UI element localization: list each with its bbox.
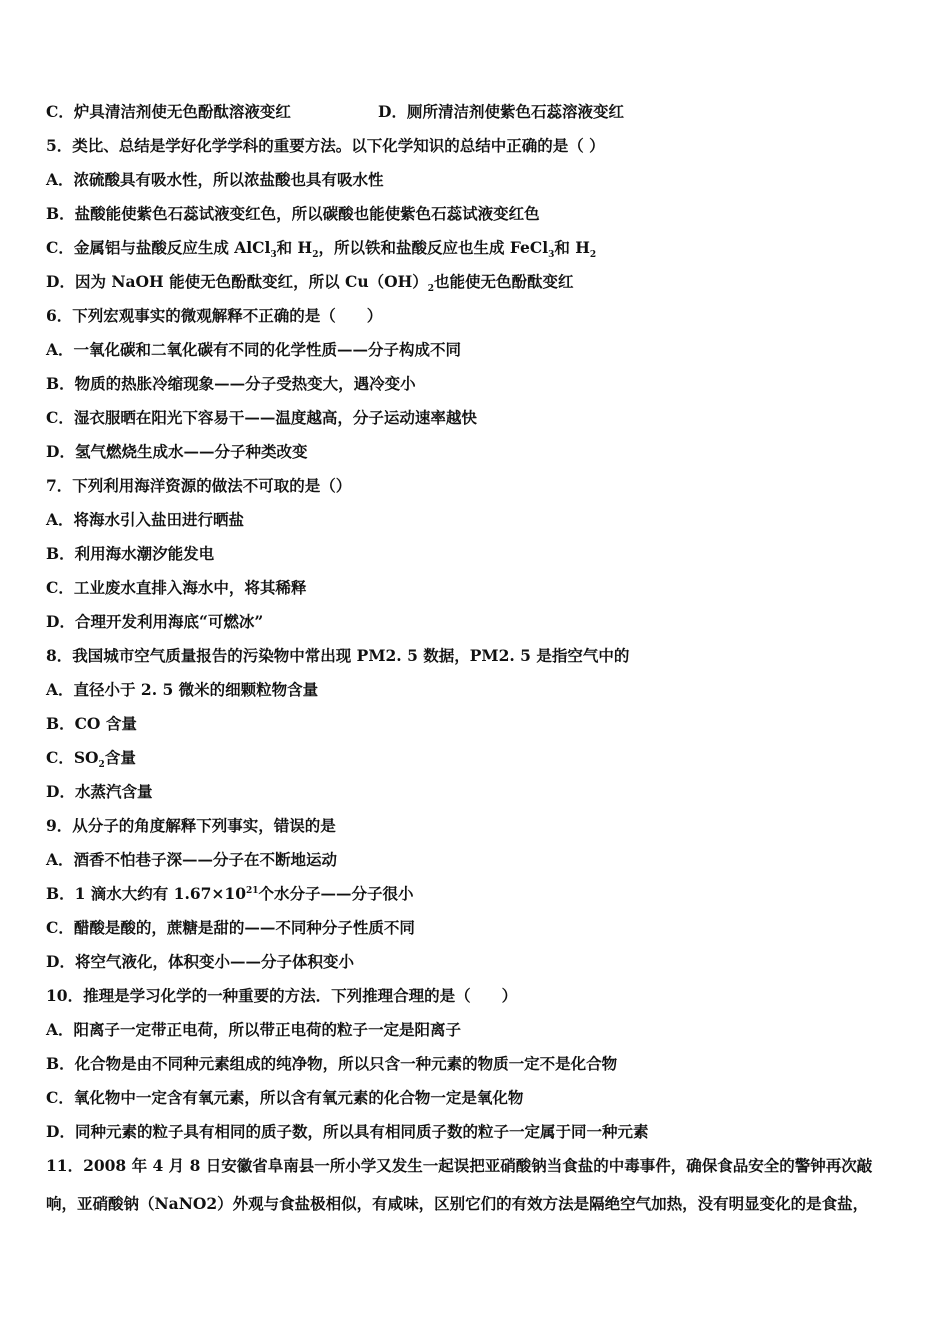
- option-c: C．炉具清洁剂使无色酚酞溶液变红: [46, 102, 291, 121]
- question-5-option-b: B．盐酸能使紫色石蕊试液变红色，所以碳酸也能使紫色石蕊试液变红色: [46, 204, 540, 223]
- text-part: B．1 滴水大约有 1.67×10: [46, 884, 246, 903]
- text-part: 和 H: [276, 238, 313, 257]
- question-6: 6．下列宏观事实的微观解释不正确的是（ ）: [46, 306, 383, 325]
- subscript: 3: [270, 250, 277, 261]
- question-11-line-2: 响，亚硝酸钠（NaNO2）外观与食盐极相似，有咸味，区别它们的有效方法是隔绝空气加热，没有明显变化的是食盐，: [46, 1194, 869, 1213]
- subscript: 3: [548, 250, 555, 261]
- subscript: 2: [98, 760, 105, 771]
- question-10-option-c: C．氧化物中一定含有氧元素，所以含有氧元素的化合物一定是氧化物: [46, 1088, 524, 1107]
- text-part: D．因为 NaOH 能使无色酚酞变红，所以 Cu（OH）: [46, 272, 428, 291]
- question-7-option-b: B．利用海水潮汐能发电: [46, 544, 215, 563]
- question-8-option-b: B．CO 含量: [46, 714, 137, 733]
- question-10-option-b: B．化合物是由不同种元素组成的纯净物，所以只含一种元素的物质一定不是化合物: [46, 1054, 618, 1073]
- question-8-option-c: [46, 748, 136, 771]
- question-6-option-c: C．湿衣服晒在阳光下容易干——温度越高，分子运动速率越快: [46, 408, 477, 427]
- question-10-option-a: A．阳离子一定带正电荷，所以带正电荷的粒子一定是阳离子: [46, 1020, 462, 1039]
- question-9-option-b: [46, 884, 414, 904]
- question-9-option-a: A．酒香不怕巷子深——分子在不断地运动: [46, 850, 338, 869]
- question-5: 5．类比、总结是学好化学学科的重要方法。以下化学知识的总结中正确的是（ ）: [46, 136, 605, 155]
- question-7-option-a: A．将海水引入盐田进行晒盐: [46, 510, 245, 529]
- text-part: ，所以铁和盐酸反应也生成 FeCl: [318, 238, 549, 257]
- question-5-option-a: A．浓硫酸具有吸水性，所以浓盐酸也具有吸水性: [46, 170, 384, 189]
- question-11-line-1: 11．2008 年 4 月 8 日安徽省阜南县一所小学又发生一起误把亚硝酸钠当食盐的中毒事件，确保食品安全的警钟再次敲: [46, 1156, 873, 1175]
- question-9: 9．从分子的角度解释下列事实，错误的是: [46, 816, 336, 835]
- question-8: 8．我国城市空气质量报告的污染物中常出现 PM2. 5 数据，PM2. 5 是指空气中的: [46, 646, 630, 665]
- superscript: 21: [246, 885, 259, 896]
- question-6-option-b: B．物质的热胀冷缩现象——分子受热变大，遇冷变小: [46, 374, 416, 393]
- option-d: D．厕所清洁剂使紫色石蕊溶液变红: [378, 102, 624, 121]
- text-part: 和 H: [554, 238, 590, 257]
- text-part: 也能使无色酚酞变红: [434, 272, 574, 291]
- question-7: 7．下列利用海洋资源的做法不可取的是（）: [46, 476, 352, 495]
- text-part: 个水分子——分子很小: [258, 884, 414, 903]
- question-10: 10．推理是学习化学的一种重要的方法．下列推理合理的是（ ）: [46, 986, 518, 1005]
- options-row-cd: [46, 102, 624, 122]
- question-6-option-d: D．氢气燃烧生成水——分子种类改变: [46, 442, 308, 461]
- question-10-option-d: D．同种元素的粒子具有相同的质子数，所以具有相同质子数的粒子一定属于同一种元素: [46, 1122, 649, 1141]
- question-8-option-d: D．水蒸汽含量: [46, 782, 153, 801]
- question-5-option-d: [46, 272, 574, 295]
- question-7-option-d: D．合理开发利用海底“可燃冰”: [46, 612, 264, 631]
- subscript: 2: [312, 250, 319, 261]
- text-part: C．SO: [46, 748, 99, 767]
- question-8-option-a: A．直径小于 2. 5 微米的细颗粒物含量: [46, 680, 319, 699]
- question-9-option-d: D．将空气液化，体积变小——分子体积变小: [46, 952, 354, 971]
- text-part: C．金属铝与盐酸反应生成 AlCl: [46, 238, 271, 257]
- question-6-option-a: A．一氧化碳和二氧化碳有不同的化学性质——分子构成不同: [46, 340, 462, 359]
- subscript: 2: [427, 284, 435, 295]
- text-part: 含量: [104, 748, 136, 767]
- subscript: 2: [589, 250, 597, 261]
- question-5-option-c: [46, 238, 597, 261]
- question-7-option-c: C．工业废水直排入海水中，将其稀释: [46, 578, 307, 597]
- question-9-option-c: C．醋酸是酸的，蔗糖是甜的——不同种分子性质不同: [46, 918, 415, 937]
